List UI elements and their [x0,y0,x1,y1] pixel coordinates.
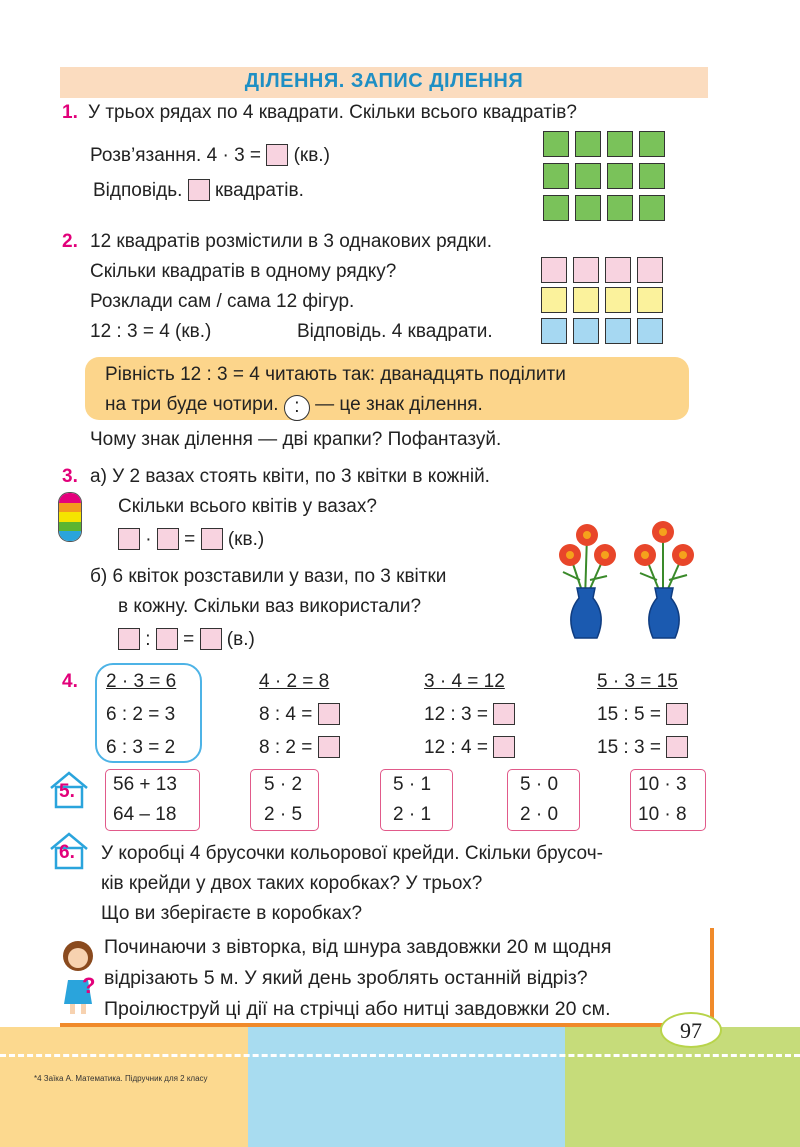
task-2-answer: Відповідь. 4 квадрати. [297,321,493,342]
answer-box[interactable] [156,628,178,650]
division-sign: : [284,395,310,421]
girl-thinking-icon [58,938,100,1018]
task-1-solution-suffix: (кв.) [293,145,330,166]
answer-box[interactable] [157,528,179,550]
card-5-b: 10 · 8 [638,804,687,825]
task-1-solution-prefix: Розв’язання. 4 · 3 = [90,145,262,166]
task-4-col4-top: 5 · 3 = 15 [597,671,678,692]
task-2-line3: Розклади сам / сама 12 фігур. [90,291,355,312]
answer-box[interactable] [493,703,515,725]
footer-band-blue [248,1027,565,1147]
task-6-line2: ків крейди у двох таких коробках? У трьох? [101,873,483,894]
task-1-number: 1. [62,102,78,123]
task-1-answer-suffix: квадратів. [214,180,304,201]
task-4-number: 4. [62,671,78,692]
card-2-a: 5 · 2 [264,774,303,795]
puzzle-line2: відрізають 5 м. У який день зроблять останній відріз? [104,967,588,989]
card-4-a: 5 · 0 [520,774,559,795]
answer-box[interactable] [666,703,688,725]
task-4-col1-top: 2 · 3 = 6 [106,671,177,692]
answer-box[interactable] [200,628,222,650]
task-1-question: У трьох рядах по 4 квадрати. Скільки всього квадратів? [88,102,577,123]
task-1-answer [93,179,304,203]
answer-box[interactable] [493,736,515,758]
task-1-answer-prefix: Відповідь. [93,180,183,201]
task-3-b-equation [118,628,255,652]
answer-box[interactable] [118,628,140,650]
divide-sign: : [145,629,151,650]
task-6-line1: У коробці 4 брусочки кольорової крейди. Скільки брусоч- [101,843,603,864]
card-5-a: 10 · 3 [638,774,687,795]
card-2-b: 2 · 5 [264,804,303,825]
task-3-b-line1: б) 6 квіток розставили у вази, по 3 квітки [90,566,447,587]
puzzle-line1: Починаючи з вівторка, від шнура завдовжки 20 м щодня [104,936,612,958]
card-3-b: 2 · 1 [393,804,432,825]
card-1-b: 64 – 18 [113,804,177,825]
task-2-line2: Скільки квадратів в одному рядку? [90,261,397,282]
equals-sign: = [184,529,196,550]
rule-line2-prefix: на три буде чотири. [105,394,279,415]
answer-box[interactable] [318,736,340,758]
task-5-number: 5. [59,781,75,802]
answer-box[interactable] [118,528,140,550]
task-3-a-line1: а) У 2 вазах стоять квіти, по 3 квітки в кожній. [90,466,490,487]
footnote: *4 Заїка А. Математика. Підручник для 2 класу [34,1074,208,1083]
task-4-col2-top: 4 · 2 = 8 [259,671,330,692]
page-title: ДІЛЕННЯ. ЗАПИС ДІЛЕННЯ [244,70,524,92]
vase-left [559,524,616,638]
task-6-number: 6. [59,842,75,863]
task-4-col3-r2: 12 : 4 = [424,736,515,760]
task-3-a-line2: Скільки всього квітів у вазах? [118,496,377,517]
unit-label: (кв.) [227,529,265,550]
flower-vases-illustration [545,510,715,650]
answer-box[interactable] [201,528,223,550]
task-2-line4: 12 : 3 = 4 (кв.) [90,321,212,342]
answer-box[interactable] [318,703,340,725]
task-4-col4-r1: 15 : 5 = [597,703,688,727]
multiply-sign: · [145,529,152,550]
rule-line2-suffix: — це знак ділення. [315,394,483,415]
footer-band-orange [0,1027,248,1147]
card-3-a: 5 · 1 [393,774,432,795]
vase-right [634,521,694,638]
task-4-col3-top: 3 · 4 = 12 [424,671,505,692]
answer-box[interactable] [188,179,210,201]
task-4-col4-r2: 15 : 3 = [597,736,688,760]
task-2-number: 2. [62,231,78,252]
puzzle-line3: Проілюструй ці дії на стрічці або нитці завдовжки 20 см. [104,998,611,1020]
rule-line1: Рівність 12 : 3 = 4 читають так: дванадцять поділити [105,364,566,385]
answer-box[interactable] [666,736,688,758]
task-3-b-line2: в кожну. Скільки ваз використали? [118,596,422,617]
task-3-a-equation [118,528,264,552]
colon-question: Чому знак ділення — дві крапки? Пофантазуй. [90,429,502,450]
page-number: 97 [660,1012,722,1048]
task-6-line3: Що ви зберігаєте в коробках? [101,903,363,924]
task-4-col2-r1: 8 : 4 = [259,703,340,727]
task-4-col1-r1: 6 : 2 = 3 [106,704,176,725]
task-4-col1-r2: 6 : 3 = 2 [106,737,176,758]
card-4-b: 2 · 0 [520,804,559,825]
card-1-a: 56 + 13 [113,774,177,795]
task-3-number: 3. [62,466,78,487]
difficulty-traffic-icon [58,492,82,542]
unit-label: (в.) [226,629,255,650]
task-2-line1: 12 квадратів розмістили в 3 однакових рядки. [90,231,493,252]
footer-dashed-line [0,1054,800,1057]
task-1-solution [90,144,330,168]
task-4-col3-r1: 12 : 3 = [424,703,515,727]
svg-text:?: ? [82,973,96,998]
equals-sign: = [183,629,195,650]
answer-box[interactable] [266,144,288,166]
task-4-col2-r2: 8 : 2 = [259,736,340,760]
rule-line2 [105,393,483,421]
